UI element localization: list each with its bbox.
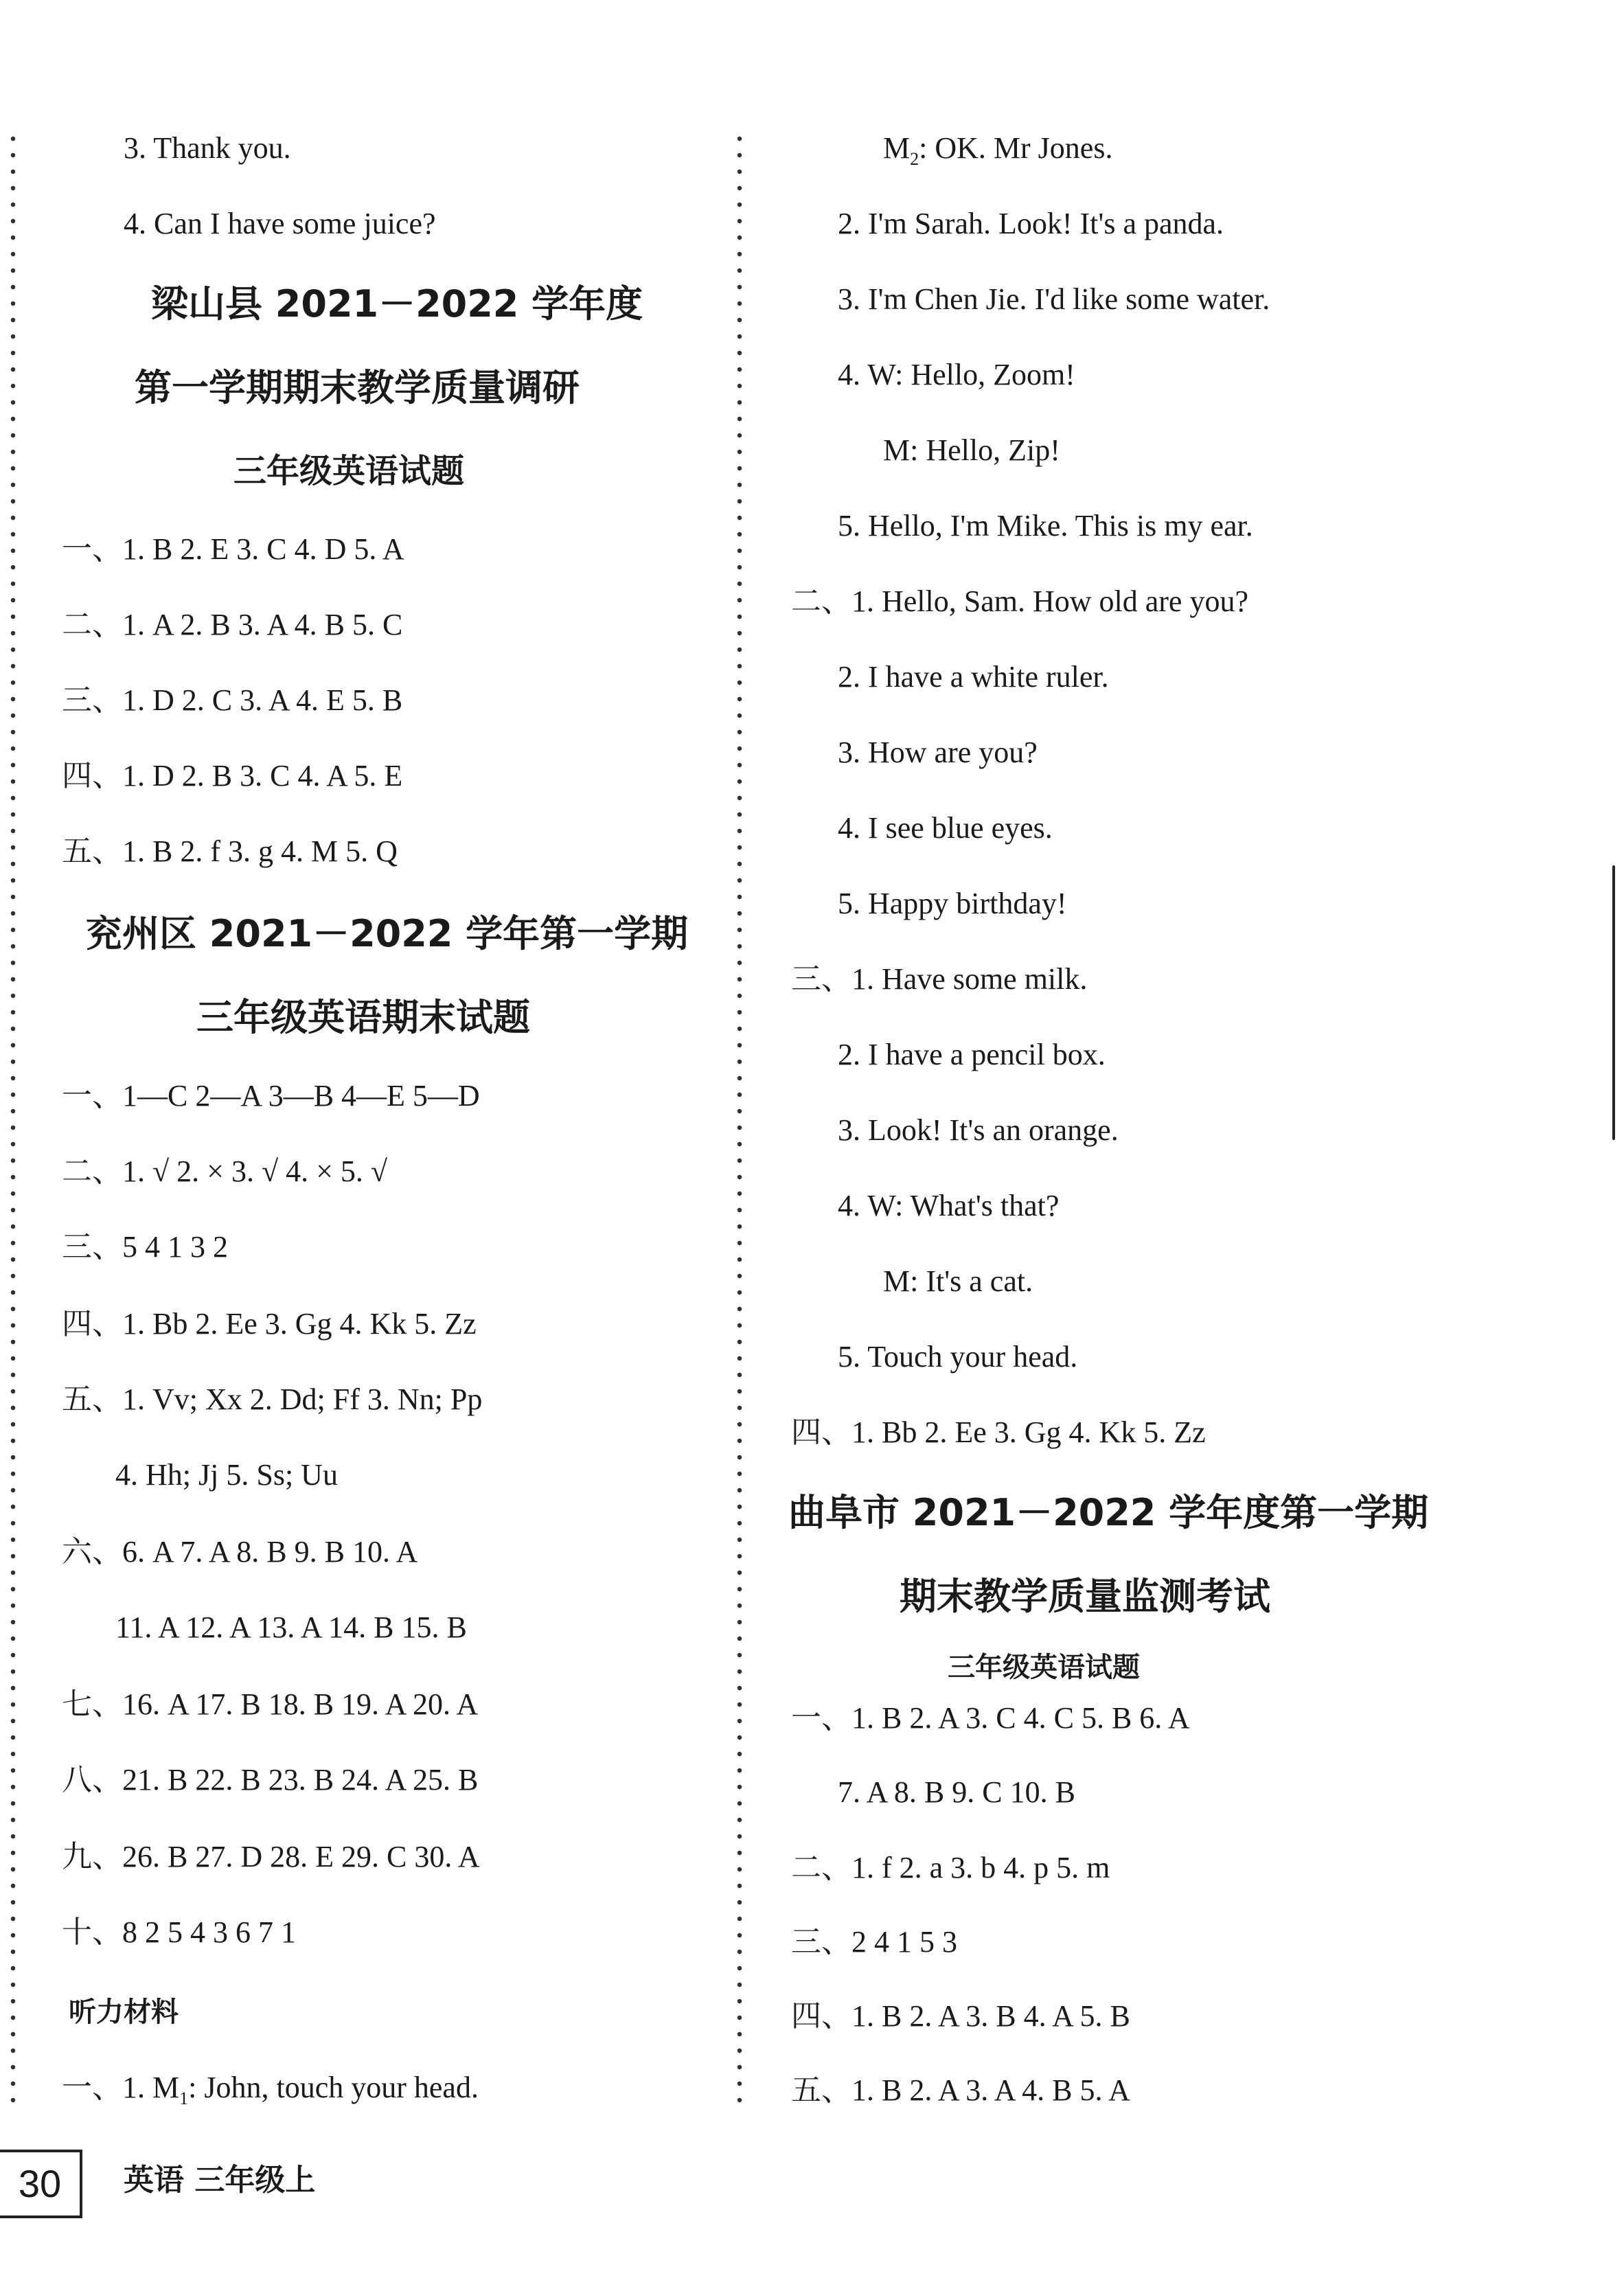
answer-line: 4. W: Hello, Zoom!	[838, 358, 1075, 391]
section-title: 期末教学质量监测考试	[900, 1575, 1270, 1618]
answer-line: 2. I'm Sarah. Look! It's a panda.	[838, 207, 1224, 240]
answer-line: 3. I'm Chen Jie. I'd like some water.	[838, 282, 1270, 316]
scan-edge-mark	[1612, 865, 1615, 1140]
answer-line: 4. Can I have some juice?	[124, 207, 436, 240]
section-subtitle: 三年级英语试题	[233, 452, 465, 490]
answer-line: 3. How are you?	[838, 736, 1038, 769]
answer-line: 三、1. Have some milk.	[791, 962, 1088, 996]
binding-dots-left	[10, 130, 16, 2108]
section-title: 兖州区 2021－2022 学年第一学期	[85, 912, 689, 955]
section-title: 第一学期期末教学质量调研	[135, 366, 580, 409]
section-subtitle: 三年级英语试题	[948, 1652, 1140, 1683]
answer-line: 4. W: What's that?	[838, 1189, 1060, 1222]
section-title: 曲阜市 2021－2022 学年度第一学期	[788, 1491, 1429, 1534]
answer-line: 一、1. $M_1$: John, touch your head.	[62, 2071, 479, 2108]
answer-line: 二、1. A 2. B 3. A 4. B 5. C	[62, 608, 403, 641]
answer-line: 四、1. D 2. B 3. C 4. A 5. E	[62, 759, 403, 793]
answer-line: 二、1. Hello, Sam. How old are you?	[791, 584, 1248, 618]
answer-line: 2. I have a white ruler.	[838, 660, 1109, 694]
answer-line: 五、1. Vv; Xx 2. Dd; Ff 3. Nn; Pp	[62, 1382, 483, 1416]
binding-dots-center	[736, 130, 743, 2108]
answer-line: 5. Touch your head.	[838, 1340, 1078, 1374]
answer-line: M: Hello, Zip!	[883, 433, 1060, 467]
answer-line: 3. Thank you.	[124, 131, 291, 165]
footer-subject-label: 英语 三年级上	[124, 2163, 316, 2198]
answer-line: M: It's a cat.	[883, 1264, 1033, 1298]
answer-line: 九、26. B 27. D 28. E 29. C 30. A	[62, 1840, 480, 1873]
answer-line: 七、16. A 17. B 18. B 19. A 20. A	[62, 1687, 479, 1721]
answer-line: 一、1. B 2. E 3. C 4. D 5. A	[62, 532, 404, 566]
answer-line: 八、21. B 22. B 23. B 24. A 25. B	[62, 1763, 479, 1797]
answer-line: 二、1. √ 2. × 3. √ 4. × 5. √	[62, 1154, 388, 1188]
answer-line: 4. Hh; Jj 5. Ss; Uu	[115, 1458, 338, 1492]
answer-line: 五、1. B 2. f 3. g 4. M 5. Q	[62, 834, 398, 868]
answer-line: 三、5 4 1 3 2	[62, 1230, 228, 1264]
page-footer	[0, 2143, 481, 2239]
answer-line: 三、2 4 1 5 3	[791, 1925, 957, 1959]
answer-line: 一、1—C 2—A 3—B 4—E 5—D	[62, 1079, 480, 1113]
answer-line: 五、1. B 2. A 3. A 4. B 5. A	[791, 2073, 1130, 2107]
answer-line: 5. Happy birthday!	[838, 887, 1067, 920]
answer-line: 三、1. D 2. C 3. A 4. E 5. B	[62, 683, 403, 717]
answer-line: 3. Look! It's an orange.	[838, 1113, 1119, 1147]
answer-line: 四、1. B 2. A 3. B 4. A 5. B	[791, 1999, 1130, 2033]
page-number: 30	[0, 2150, 82, 2218]
answer-line: 11. A 12. A 13. A 14. B 15. B	[115, 1610, 467, 1644]
section-subtitle: 三年级英语期末试题	[196, 996, 530, 1039]
answer-line: 2. I have a pencil box.	[838, 1038, 1106, 1071]
answer-line: $M_2$: OK. Mr Jones.	[883, 131, 1113, 169]
answer-line: 5. Hello, I'm Mike. This is my ear.	[838, 509, 1253, 543]
answer-line: 二、1. f 2. a 3. b 4. p 5. m	[791, 1851, 1110, 1884]
listening-heading: 听力材料	[69, 1996, 179, 2028]
section-title: 梁山县 2021－2022 学年度	[151, 282, 643, 326]
answer-line: 一、1. B 2. A 3. C 4. C 5. B 6. A	[791, 1701, 1190, 1735]
answer-line: 7. A 8. B 9. C 10. B	[838, 1775, 1075, 1809]
answer-line: 4. I see blue eyes.	[838, 811, 1053, 845]
answer-line: 六、6. A 7. A 8. B 9. B 10. A	[62, 1535, 418, 1569]
answer-line: 四、1. Bb 2. Ee 3. Gg 4. Kk 5. Zz	[62, 1307, 477, 1341]
answer-line: 十、8 2 5 4 3 6 7 1	[62, 1915, 296, 1949]
answer-line: 四、1. Bb 2. Ee 3. Gg 4. Kk 5. Zz	[791, 1415, 1206, 1449]
